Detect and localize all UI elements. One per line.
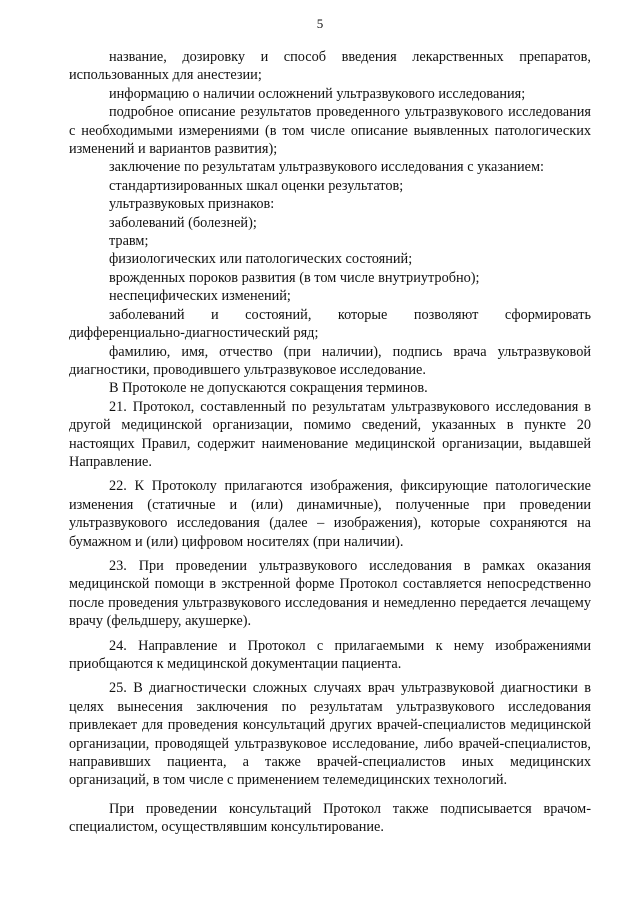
- paragraph: название, дозировку и способ введения лекарственных препаратов, использованных для анестезии;: [69, 49, 591, 84]
- paragraph: травм;: [109, 233, 149, 250]
- paragraph: В Протоколе не допускаются сокращения терминов.: [109, 380, 428, 397]
- paragraph: физиологических или патологических состояний;: [109, 251, 413, 268]
- document-body: [69, 48, 591, 837]
- paragraph: ультразвуковых признаков:: [109, 196, 275, 213]
- paragraph: информацию о наличии осложнений ультразвукового исследования;: [109, 85, 526, 102]
- paragraph: заболеваний и состояний, которые позволяют сформировать дифференциально-диагностический ряд;: [69, 306, 591, 342]
- paragraph: При проведении консультаций Протокол также подписывается врачом-специалистом, осуществлявшим консультирование.: [69, 800, 591, 836]
- paragraph: фамилию, имя, отчество (при наличии), подпись врача ультразвуковой диагностики, проводившего ультразвуковое исследование.: [69, 343, 591, 378]
- paragraph: 21. Протокол, составленный по результатам ультразвукового исследования в другой медицинской организации, помимо сведений, указанных в пункте 20 настоящих Правил, содержит наименование медицинской организации, выдавшей Направление.: [69, 398, 591, 470]
- paragraph: 24. Направление и Протокол с прилагаемыми к нему изображениями приобщаются к медицинской документации пациента.: [69, 637, 591, 672]
- page-number: 5: [316, 16, 324, 31]
- paragraph: заболеваний (болезней);: [109, 214, 257, 231]
- paragraph: врожденных пороков развития (в том числе внутриутробно);: [109, 269, 480, 286]
- paragraph: неспецифических изменений;: [109, 288, 291, 305]
- paragraph: подробное описание результатов проведенного ультразвукового исследования с необходимыми измерениями (в том числе описание выявленных патологических изменений и вариантов развития);: [69, 104, 591, 158]
- paragraph: 22. К Протоколу прилагаются изображения, фиксирующие патологические изменения (статичные и (или) динамичные), полученные при проведении ультразвукового исследования (далее – изображения), которые сохраняются на бумажном и (или) цифровом носителях (при наличии).: [69, 478, 591, 550]
- paragraph: 23. При проведении ультразвукового исследования в рамках оказания медицинской помощи в экстренной форме Протокол составляется непосредственно после проведения ультразвукового исследования и немедленно передается лечащему врачу (фельдшеру, акушерке).: [69, 557, 591, 630]
- paragraph: стандартизированных шкал оценки результатов;: [109, 177, 404, 194]
- paragraph: заключение по результатам ультразвукового исследования с указанием:: [109, 159, 544, 176]
- paragraph: 25. В диагностически сложных случаях врач ультразвуковой диагностики в целях вынесения заключения по результатам ультразвукового исследования привлекает для проведения консультаций других врачей-специалистов медицинской организации, проводящей ультразвуковое исследование, либо врачей-специалистов, направивших пациента, а также врачей-специалистов иных медицинских организаций, в том числе с применением телемедицинских технологий.: [69, 680, 591, 789]
